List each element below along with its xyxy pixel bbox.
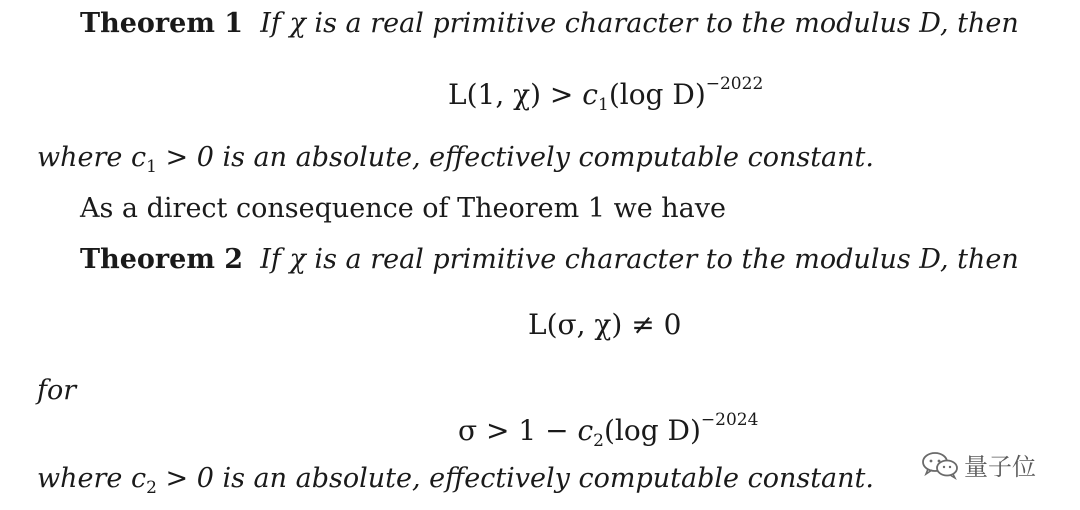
equation-3-rhs: (log D) — [603, 414, 701, 447]
equation-1 — [448, 76, 763, 114]
where-1-constant: c — [130, 142, 147, 173]
where-2-constant: c — [130, 463, 147, 494]
equation-1-exponent: −2022 — [705, 74, 764, 94]
where-clause-1 — [37, 144, 874, 176]
where-1-pre: where — [37, 142, 131, 173]
where-2-constant-subscript: 2 — [146, 478, 157, 498]
for-label: for — [37, 375, 77, 406]
watermark-text: 量子位 — [964, 453, 1036, 481]
equation-3 — [458, 412, 758, 450]
watermark — [920, 447, 1036, 482]
equation-1-rhs: (log D) — [608, 78, 706, 111]
equation-3-lhs: σ > 1 − — [458, 414, 578, 447]
where-clause-2 — [37, 465, 874, 497]
wechat-icon — [920, 450, 960, 480]
equation-3-constant: c — [577, 414, 594, 447]
equation-1-constant-subscript: 1 — [597, 95, 609, 115]
equation-3-constant-subscript: 2 — [593, 431, 604, 451]
where-2-post: > 0 is an absolute, effectively computable constant. — [156, 463, 874, 494]
theorem-2 — [80, 246, 1019, 273]
theorem-1-statement: If χ is a real primitive character to the modulus D, then — [260, 8, 1019, 39]
theorem-1 — [80, 10, 1019, 37]
where-1-post: > 0 is an absolute, effectively computable constant. — [156, 142, 874, 173]
where-2-pre: where — [37, 463, 131, 494]
equation-3-exponent: −2024 — [700, 410, 759, 430]
theorem-1-label: Theorem 1 — [80, 8, 244, 39]
equation-1-constant: c — [582, 78, 598, 111]
equation-2: L(σ, χ) ≠ 0 — [528, 308, 682, 341]
where-1-constant-subscript: 1 — [146, 157, 157, 177]
equation-1-lhs: L(1, χ) > — [448, 78, 583, 111]
theorem-2-label: Theorem 2 — [80, 244, 244, 275]
consequence-sentence: As a direct consequence of Theorem 1 we have — [80, 193, 726, 224]
theorem-2-statement: If χ is a real primitive character to the modulus D, then — [260, 244, 1019, 275]
